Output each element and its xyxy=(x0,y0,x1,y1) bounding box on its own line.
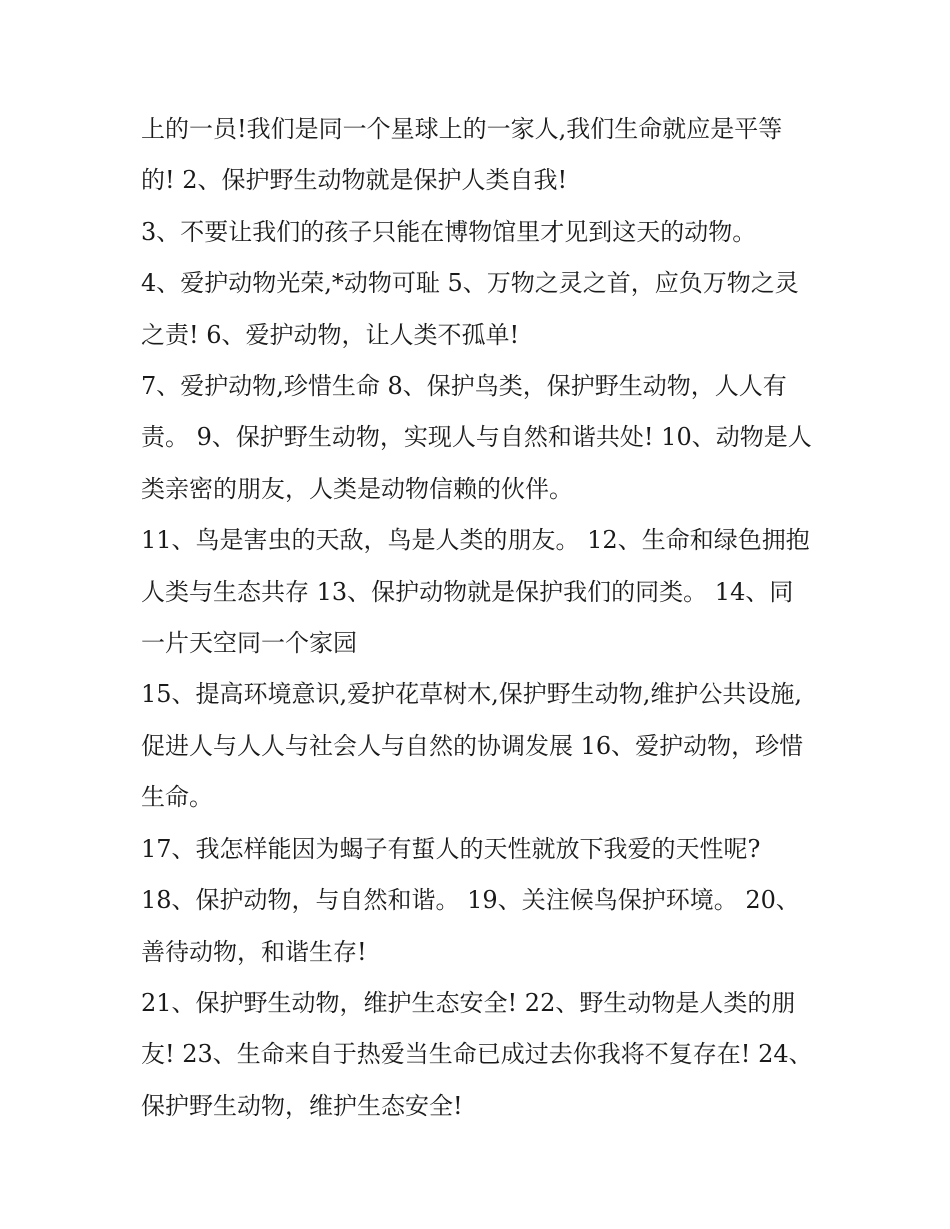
paragraph-2: 3、不要让我们的孩子只能在博物馆里才见到这天的动物。 xyxy=(141,217,757,246)
paragraph-8: 18、保护动物，与自然和谐。 19、关注候鸟保护环境。 20、善待动物，和谐生存! xyxy=(141,886,800,966)
document-body xyxy=(141,104,813,1132)
paragraph-4: 7、爱护动物,珍惜生命 8、保护鸟类，保护野生动物，人人有责。 9、保护野生动物，实现人与自然和谐共处! 10、动物是人类亲密的朋友，人类是动物信赖的伙伴。 xyxy=(141,372,812,503)
paragraph-1: 上的一员!我们是同一个星球上的一家人,我们生命就应是平等的! 2、保护野生动物就是保护人类自我! xyxy=(141,115,783,195)
paragraph-6: 15、提高环境意识,爱护花草树木,保护野生动物,维护公共设施,促进人与人人与社会人与自然的协调发展 16、爱护动物，珍惜生命。 xyxy=(141,680,804,812)
paragraph-5: 11、鸟是害虫的天敌，鸟是人类的朋友。 12、生命和绿色拥抱人类与生态共存 13、保护动物就是保护我们的同类。 14、同一片天空同一个家园 xyxy=(141,526,810,658)
paragraph-7: 17、我怎样能因为蝎子有蜇人的天性就放下我爱的天性呢? xyxy=(141,834,761,863)
paragraph-3: 4、爱护动物光荣,*动物可耻 5、万物之灵之首，应负万物之灵之责! 6、爱护动物，让人类不孤单! xyxy=(141,269,799,349)
paragraph-9: 21、保护野生动物，维护生态安全! 22、野生动物是人类的朋友! 23、生命来自于热爱当生命已成过去你我将不复存在! 24、保护野生动物，维护生态安全! xyxy=(141,988,813,1120)
